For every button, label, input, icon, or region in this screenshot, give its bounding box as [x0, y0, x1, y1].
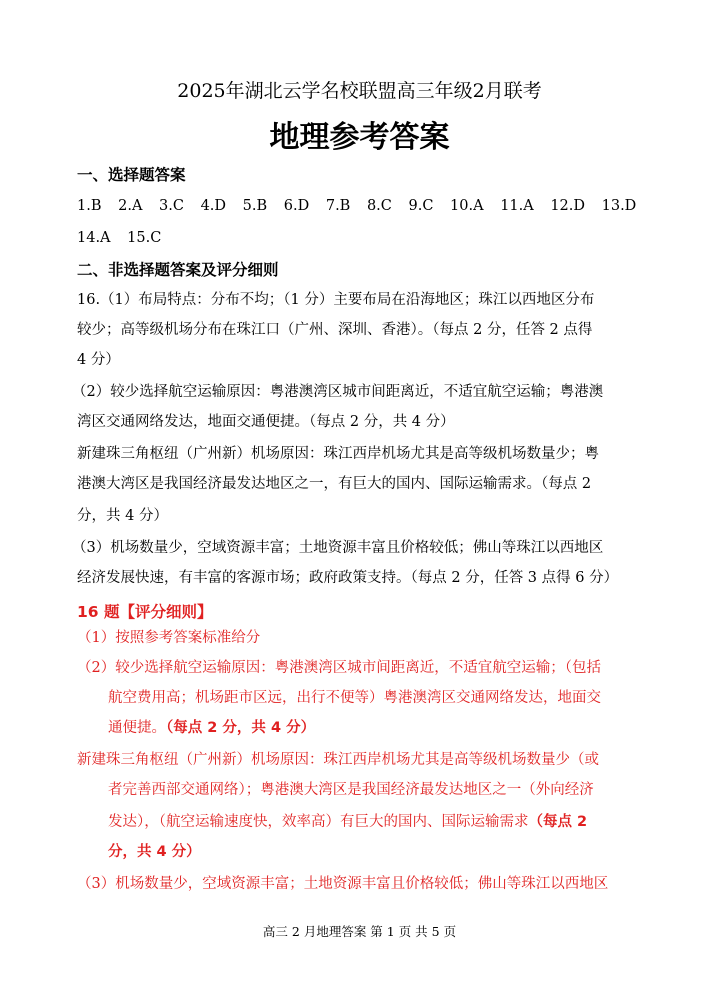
grading-score: （每点 2 [528, 814, 588, 830]
answer-line: 16.（1）布局特点：分布不均；（1 分）主要布局在沿海地区；珠江以西地区分布 [77, 292, 595, 308]
grading-line: 航空费用高；机场距市区远，出行不便等）粤港澳湾区交通网络发达，地面交 [108, 690, 601, 706]
grading-line [108, 712, 315, 744]
answer-item: 11.A [500, 198, 534, 214]
answer-item: 12.D [550, 198, 586, 214]
answer-line: 分，共 4 分） [77, 508, 168, 524]
answer-item: 1.B [77, 198, 102, 214]
grading-text: 发达），（航空运输速度快，效率高）有巨大的国内、国际运输需求 [108, 814, 529, 830]
grading-line: （2）较少选择航空运输原因：粤港澳湾区城市间距离近，不适宜航空运输；（包括 [77, 660, 601, 676]
grading-line: 者完善西部交通网络）；粤港澳大湾区是我国经济最发达地区之一（外向经济 [108, 782, 594, 798]
answer-item: 7.B [325, 198, 351, 214]
answer-line: 港澳大湾区是我国经济最发达地区之一，有巨大的国内、国际运输需求。（每点 2 [77, 476, 592, 492]
grading-line: 新建珠三角枢纽（广州新）机场原因：珠江西岸机场尤其是高等级机场数量少（或 [77, 752, 599, 768]
section1-heading: 一、选择题答案 [77, 166, 186, 184]
answer-item: 5.B [242, 198, 268, 214]
section2-heading: 二、非选择题答案及评分细则 [77, 261, 279, 279]
document-title: 地理参考答案 [269, 120, 450, 155]
answer-item: 6.D [283, 198, 310, 214]
grading-line: 分，共 4 分） [108, 844, 201, 860]
grading-text: 通便捷。 [108, 720, 166, 736]
answer-item: 3.C [159, 198, 184, 214]
answer-item: 2.A [118, 198, 143, 214]
answer-item: 10.A [450, 198, 484, 214]
answer-item: 9.C [408, 198, 434, 214]
answer-item: 8.C [366, 198, 392, 214]
answer-item: 4.D [200, 198, 227, 214]
answer-item: 15.C [127, 230, 162, 246]
grading-line: （3）机场数量少，空域资源丰富；土地资源丰富且价格较低；佛山等珠江以西地区 [77, 876, 609, 892]
page-footer: 高三 2 月地理答案 第 1 页 共 5 页 [262, 924, 457, 939]
grading-score: （每点 2 分，共 4 分） [166, 720, 316, 736]
answer-item: 13.D [601, 198, 637, 214]
answer-line: （3）机场数量少，空域资源丰富；土地资源丰富且价格较低；佛山等珠江以西地区 [72, 540, 604, 556]
choice-answers-row1 [77, 190, 657, 223]
answer-item: 14.A [77, 230, 111, 246]
answer-line: （2）较少选择航空运输原因：粤港澳湾区城市间距离近，不适宜航空运输；粤港澳 [72, 384, 604, 400]
answer-line: 较少；高等级机场分布在珠江口（广州、深圳、香港）。（每点 2 分，任答 2 点得 [77, 322, 593, 338]
answer-line: 新建珠三角枢纽（广州新）机场原因：珠江西岸机场尤其是高等级机场数量少；粤 [77, 446, 599, 462]
exam-title: 2025年湖北云学名校联盟高三年级2月联考 [177, 80, 542, 102]
grading-line [108, 806, 587, 838]
choice-answers-row2 [77, 222, 657, 255]
answer-line: 经济发展快速，有丰富的客源市场；政府政策支持。（每点 2 分，任答 3 点得 6 分） [77, 570, 619, 586]
grading-heading: 16 题【评分细则】 [77, 603, 213, 621]
grading-line: （1）按照参考答案标准给分 [77, 630, 261, 646]
answer-line: 4 分） [77, 352, 120, 368]
answer-line: 湾区交通网络发达，地面交通便捷。（每点 2 分，共 4 分） [77, 414, 455, 430]
